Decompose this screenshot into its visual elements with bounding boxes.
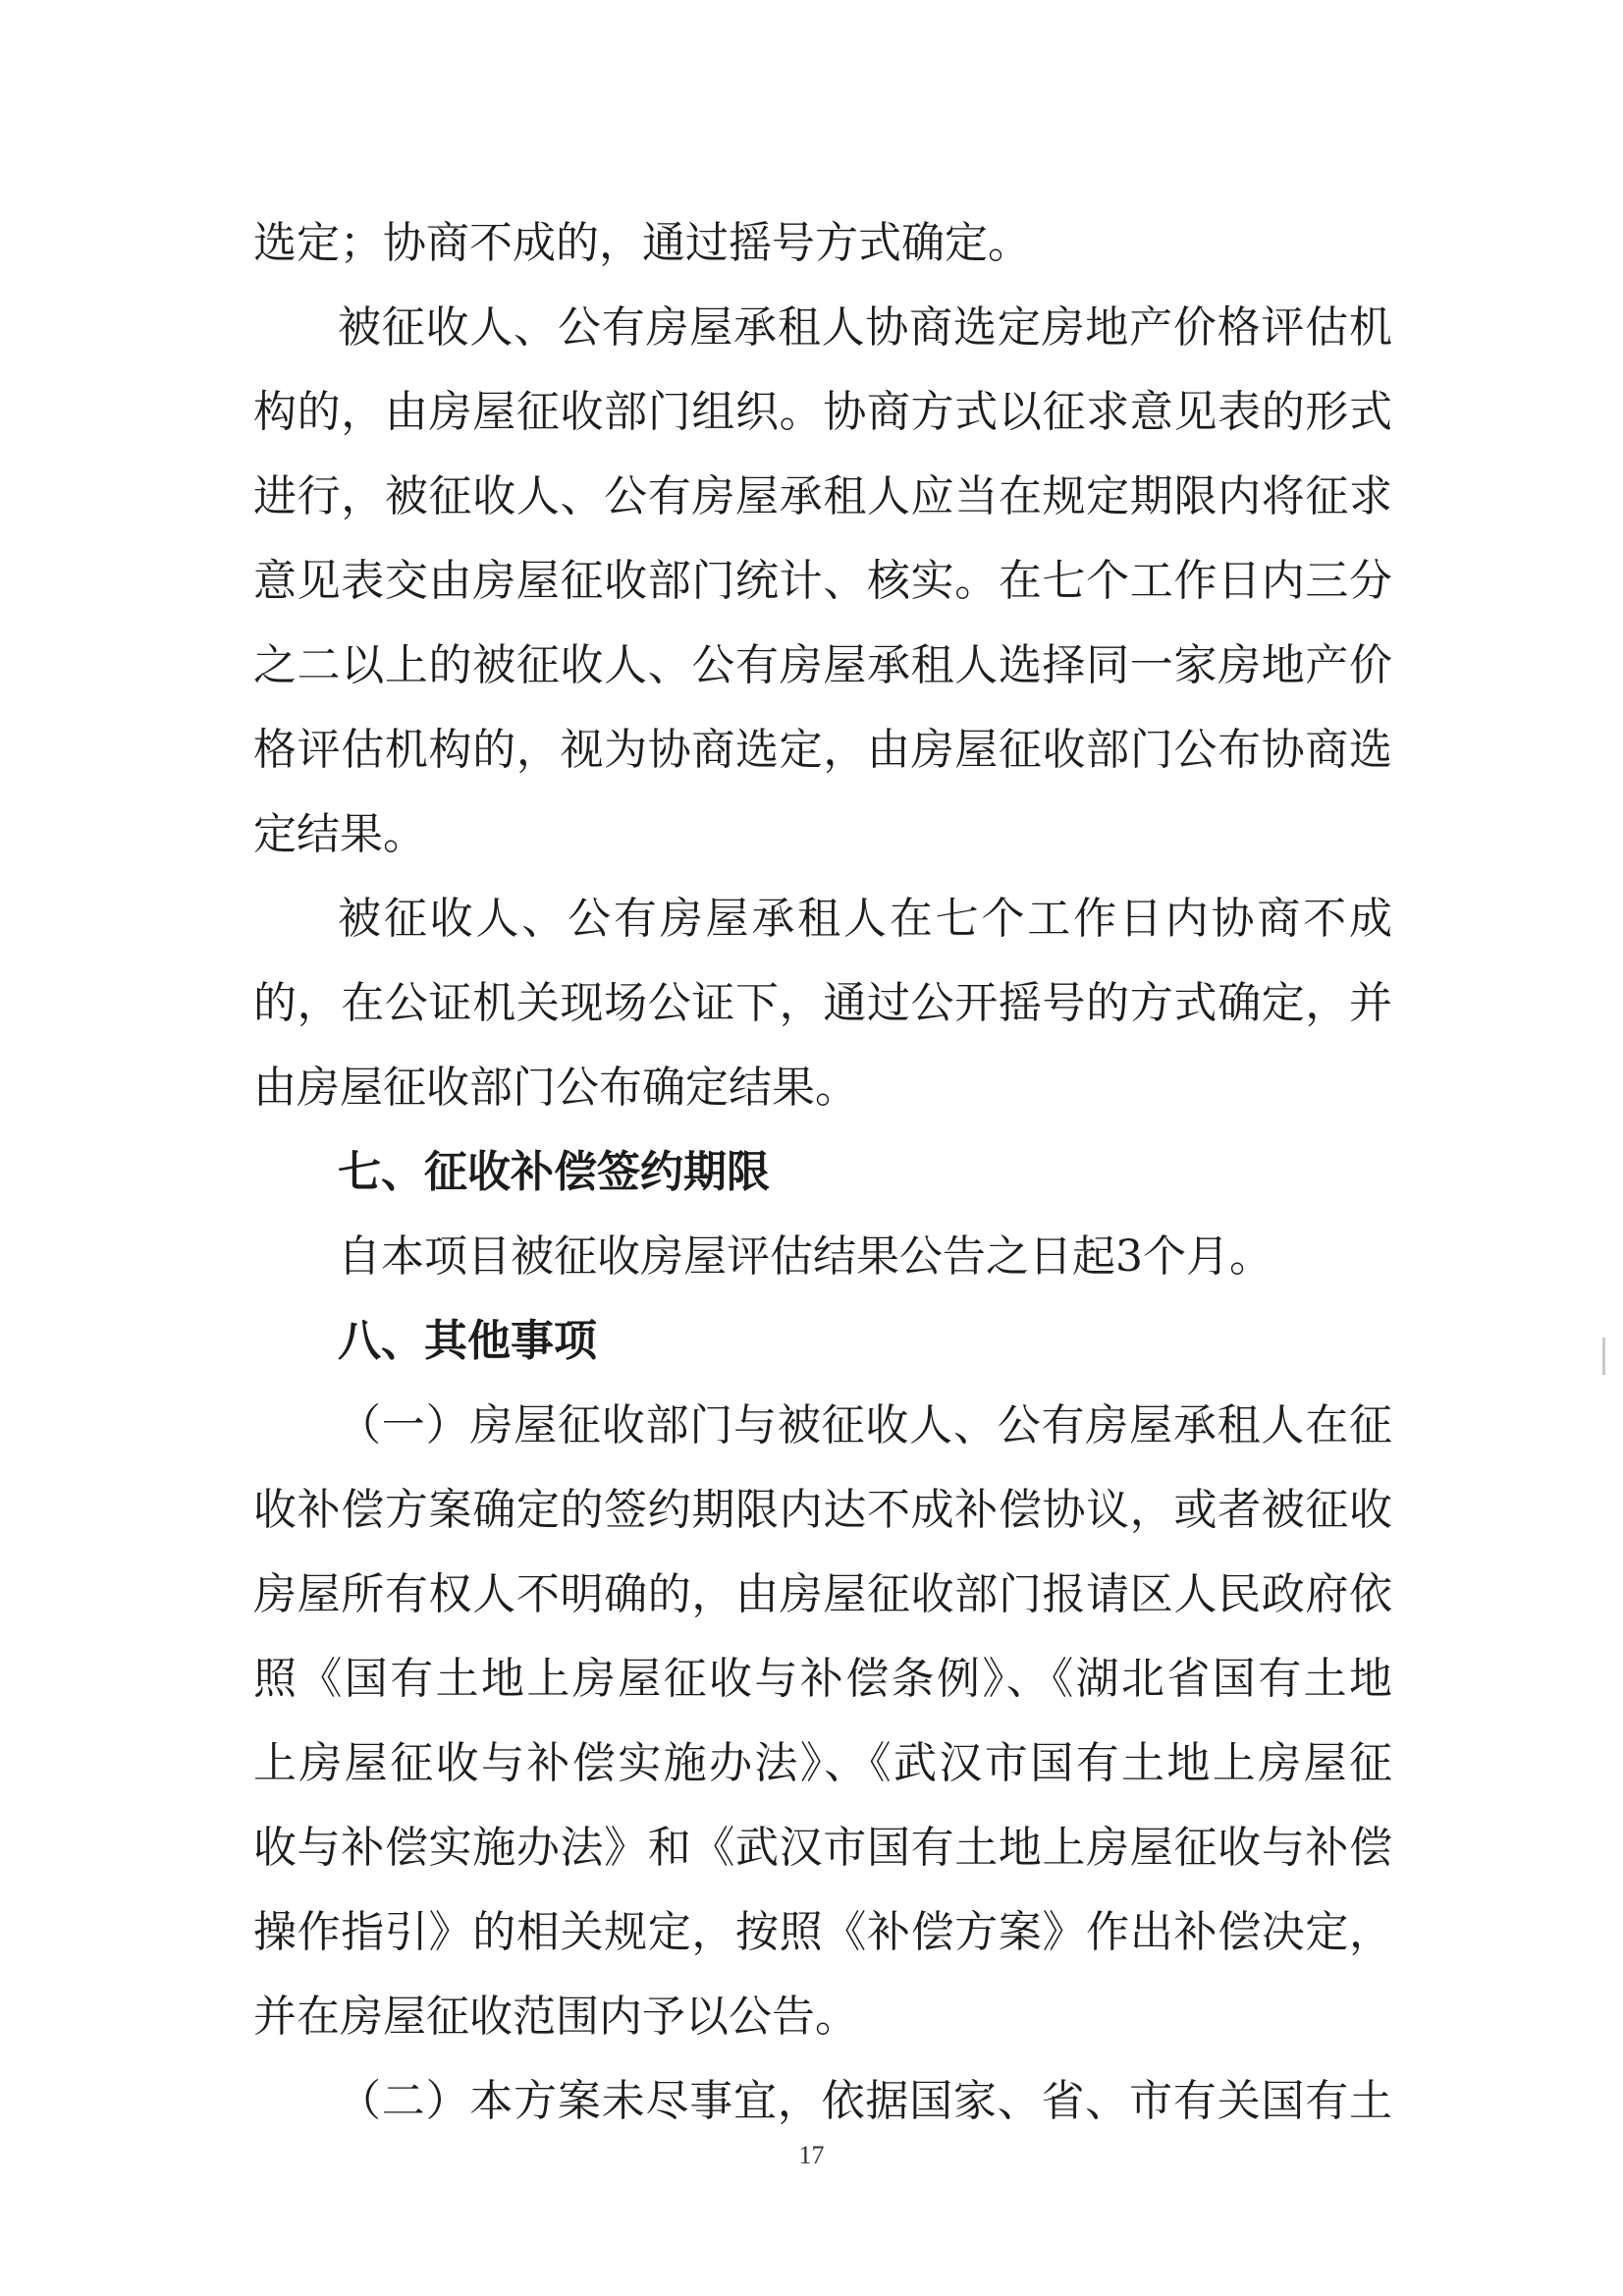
text-line: 操作指引》的相关规定，按照《补偿方案》作出补偿决定， [253,1907,1392,1957]
text-line: 收与补偿实施办法》和《武汉市国有土地上房屋征收与补偿 [253,1823,1392,1873]
text-line: 上房屋征收与补偿实施办法》、《武汉市国有土地上房屋征 [253,1738,1392,1788]
paragraph-line: （一）房屋征收部门与被征收人、公有房屋承租人在征 [338,1400,1392,1450]
paragraph-line: 被征收人、公有房屋承租人协商选定房地产价格评估机 [338,302,1392,353]
page-number: 17 [798,2141,825,2169]
text-line: 由房屋征收部门公布确定结果。 [253,1063,858,1113]
text-line: 并在房屋征收范围内予以公告。 [253,1992,858,2042]
text-line: 的，在公证机关现场公证下，通过公开摇号的方式确定，并 [253,978,1392,1028]
text-line: 房屋所有权人不明确的，由房屋征收部门报请区人民政府依 [253,1569,1392,1619]
paragraph-line: 被征收人、公有房屋承租人在七个工作日内协商不成 [338,894,1392,944]
text-line: 构的，由房屋征收部门组织。协商方式以征求意见表的形式 [253,387,1392,437]
text-line: 定结果。 [253,809,426,859]
text-line: 之二以上的被征收人、公有房屋承租人选择同一家房地产价 [253,640,1392,690]
text-line: 进行，被征收人、公有房屋承租人应当在规定期限内将征求 [253,471,1392,521]
text-line: 意见表交由房屋征收部门统计、核实。在七个工作日内三分 [253,556,1392,606]
text-line: 收补偿方案确定的签约期限内达不成补偿协议，或者被征收 [253,1485,1392,1535]
text-line: 格评估机构的，视为协商选定，由房屋征收部门公布协商选 [253,725,1392,775]
section-heading-7: 七、征收补偿签约期限 [338,1147,770,1197]
paragraph-line: 自本项目被征收房屋评估结果公告之日起3个月。 [338,1231,1272,1282]
scan-edge-mark [1602,1338,1605,1375]
paragraph-line: （二）本方案未尽事宜，依据国家、省、市有关国有土 [338,2076,1392,2126]
text-line: 选定；协商不成的，通过摇号方式确定。 [253,218,1031,268]
section-heading-8: 八、其他事项 [338,1316,597,1366]
text-line: 照《国有土地上房屋征收与补偿条例》、《湖北省国有土地 [253,1654,1392,1704]
